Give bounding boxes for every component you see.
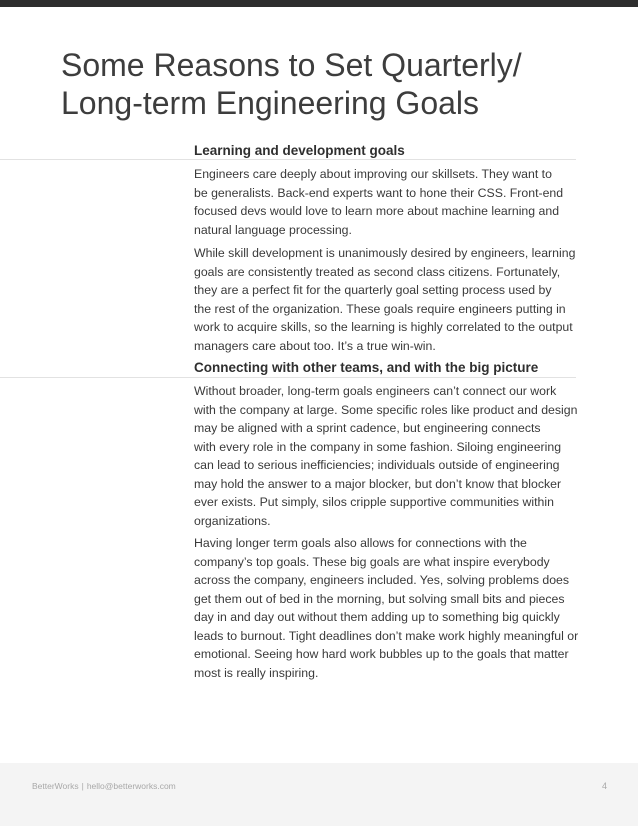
text-line: While skill development is unanimously desired by engineers, learning: [194, 246, 576, 260]
text-line: may hold the answer to a major blocker, but don’t know that blocker: [194, 476, 562, 491]
text-line: can lead to serious inefficiencies; individuals outside of engineering: [194, 458, 560, 472]
footer-separator: |: [81, 781, 84, 791]
footer-company: BetterWorks: [32, 781, 79, 791]
text-line: work to acquire skills, so the learning is highly correlated to the output: [194, 320, 573, 334]
text-line: focused devs would love to learn more about machine learning and: [194, 204, 560, 218]
text-line: ever exists. Put simply, silos cripple supportive communities within: [194, 495, 554, 509]
section-heading-learning: Learning and development goals: [194, 143, 405, 158]
text-line: Having longer term goals also allows for connections with the: [194, 536, 527, 550]
text-line: leads to burnout. Tight deadlines don’t make work highly meaningful or: [194, 628, 579, 643]
page-footer: [0, 763, 638, 826]
top-bar: [0, 0, 638, 7]
text-line: the rest of the organization. These goals require engineers putting in: [194, 301, 566, 316]
text-line: may be aligned with a sprint cadence, but engineering connects: [194, 421, 541, 435]
paragraph: [194, 244, 575, 355]
title-line-2: Long-term Engineering Goals: [61, 85, 480, 121]
text-line: get them out of bed in the morning, but solving small bits and pieces: [194, 591, 565, 606]
text-line: across the company, engineers included. Yes, solving problems does: [194, 573, 570, 587]
footer-email[interactable]: hello@betterworks.com: [86, 781, 176, 791]
section-divider: [0, 159, 576, 160]
text-line: Without broader, long-term goals engineers can’t connect our work: [194, 384, 557, 398]
section-heading-connecting: Connecting with other teams, and with the big picture: [194, 360, 539, 375]
title-line-1: Some Reasons to Set Quarterly/: [61, 47, 522, 83]
text-line: emotional. Seeing how hard work bubbles up to the goals that matter: [194, 647, 569, 661]
paragraph: [194, 534, 578, 682]
text-line: with every role in the company in some fashion. Siloing engineering: [194, 439, 562, 454]
footer-contact: [32, 781, 176, 791]
text-line: natural language processing.: [194, 222, 352, 237]
text-line: goals are consistently treated as second class citizens. Fortunately,: [194, 264, 561, 279]
text-line: be generalists. Back-end experts want to hone their CSS. Front-end: [194, 185, 564, 200]
page-title: [61, 46, 581, 122]
text-line: managers care about too. It’s a true win-win.: [194, 338, 436, 353]
page-number: 4: [601, 781, 607, 791]
text-line: organizations.: [194, 513, 271, 528]
text-line: with the company at large. Some specific roles like product and design: [194, 402, 578, 417]
text-line: most is really inspiring.: [194, 665, 319, 680]
text-line: company’s top goals. These big goals are what inspire everybody: [194, 554, 550, 569]
text-line: day in and day out without them adding up to something big quickly: [194, 610, 560, 624]
text-line: Engineers care deeply about improving our skillsets. They want to: [194, 167, 552, 181]
paragraph: [194, 165, 563, 239]
section-divider: [0, 377, 576, 378]
text-line: they are a perfect fit for the quarterly goal setting process used by: [194, 283, 552, 297]
paragraph: [194, 382, 577, 530]
